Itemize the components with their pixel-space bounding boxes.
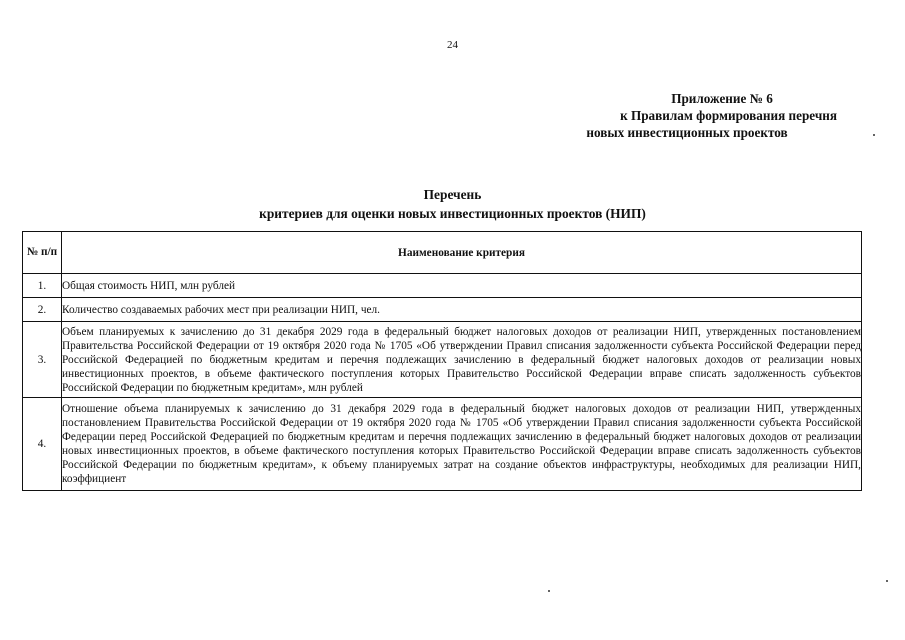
appendix-subtitle-line1: к Правилам формирования перечня: [620, 108, 837, 123]
document-title: [0, 185, 905, 223]
title-line2: критериев для оценки новых инвестиционных проектов (НИП): [259, 206, 646, 221]
row-criterion: Количество создаваемых рабочих мест при реализации НИП, чел.: [62, 298, 862, 322]
header-criterion-name: Наименование критерия: [62, 232, 862, 274]
appendix-heading: [517, 90, 837, 141]
table-row: [23, 398, 862, 491]
header-number: № п/п: [23, 232, 62, 274]
title-line1: Перечень: [423, 187, 482, 202]
table-row: [23, 274, 862, 298]
table-row: [23, 298, 862, 322]
page-number: 24: [447, 39, 458, 51]
appendix-subtitle-line2: новых инвестиционных проектов: [586, 125, 788, 140]
row-number: 1.: [23, 274, 62, 298]
table-header-row: [23, 232, 862, 274]
row-criterion: Объем планируемых к зачислению до 31 декабря 2029 года в федеральный бюджет налоговых доходов от реализации НИП, утвержденных постановлением Правительства Российской Федерации от 19 октября 2020 года № 1705 «Об утверждении Правил списания задолженности субъекта Российской Федерации перед Российской Федерацией по бюджетным кредитам и перечня подлежащих зачислению в федеральный бюджет налоговых доходов от реализации новых инвестиционных проектов, в объеме фактического поступления которых Правительство Российской Федерации вправе списать задолженность субъектов Российской Федерации по бюджетным кредитам», млн рублей: [62, 322, 862, 398]
criteria-table: [22, 231, 862, 491]
row-number: 2.: [23, 298, 62, 322]
scan-speck: [548, 590, 550, 592]
row-number: 4.: [23, 398, 62, 491]
row-criterion: Отношение объема планируемых к зачислению до 31 декабря 2029 года в федеральный бюджет налоговых доходов от реализации НИП, утвержденных постановлением Правительства Российской Федерации от 19 октября 2020 года № 1705 «Об утверждении Правил списания задолженности субъекта Российской Федерации перед Российской Федерацией по бюджетным кредитам и перечня подлежащих зачислению в федеральный бюджет налоговых доходов от реализации новых инвестиционных проектов, в объеме фактического поступления которых Правительство Российской Федерации вправе списать задолженность субъектов Российской Федерации по бюджетным кредитам», к объему планируемых затрат на создание объектов инфраструктуры, необходимых для реализации НИП, коэффициент: [62, 398, 862, 491]
row-number: 3.: [23, 322, 62, 398]
scan-speck: [873, 134, 875, 136]
scan-speck: [886, 580, 888, 582]
row-criterion: Общая стоимость НИП, млн рублей: [62, 274, 862, 298]
appendix-title: Приложение № 6: [671, 91, 773, 106]
table-row: [23, 322, 862, 398]
